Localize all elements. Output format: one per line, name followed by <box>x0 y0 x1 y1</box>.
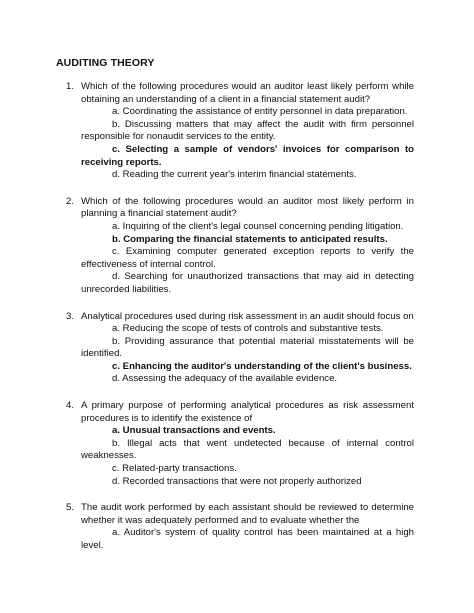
question-text: Analytical procedures used during risk assessment in an audit should focus on <box>81 310 414 322</box>
answer-option: d. Recorded transactions that were not properly authorized <box>112 475 362 487</box>
question-number: 3. <box>66 310 75 322</box>
answer-option: a. Reducing the scope of tests of controls and substantive tests. <box>112 323 384 335</box>
question-item <box>56 311 414 387</box>
question-stem <box>56 400 414 425</box>
answer-option-correct: c. Enhancing the auditor's understanding of the client's business. <box>112 360 412 372</box>
question-item <box>56 400 414 488</box>
question-list <box>56 81 414 553</box>
question-item <box>56 502 414 552</box>
question-text: Which of the following procedures would an auditor most likely perform in planning a financial statement audit? <box>81 195 414 220</box>
question-number: 5. <box>66 502 75 514</box>
question-number: 4. <box>66 400 75 412</box>
question-stem <box>56 196 414 221</box>
answer-option: d. Assessing the adequacy of the available evidence. <box>112 373 338 385</box>
answer-option: a. Auditor's system of quality control has been maintained at a high level. <box>81 527 414 551</box>
question-text: The audit work performed by each assistant should be reviewed to determine whether it was adequately performed and to evaluate whether the <box>81 502 414 526</box>
answer-option: c. Related-party transactions. <box>112 463 237 475</box>
answer-option-correct: c. Selecting a sample of vendors' invoices for comparison to receiving reports. <box>81 143 414 168</box>
answer-option: b. Illegal acts that went undetected because of internal control weaknesses. <box>81 437 414 462</box>
answer-option: a. Coordinating the assistance of entity personnel in data preparation. <box>112 106 408 118</box>
question-stem <box>56 311 414 324</box>
answer-option: d. Searching for unauthorized transactions that may aid in detecting unrecorded liabilities. <box>81 271 414 295</box>
answer-option-correct: a. Unusual transactions and events. <box>112 425 276 437</box>
question-number: 2. <box>66 195 75 207</box>
answer-option: a. Inquiring of the client's legal counsel concerning pending litigation. <box>112 220 404 232</box>
answer-option: b. Providing assurance that potential material misstatements will be identified. <box>81 335 414 360</box>
question-text: A primary purpose of performing analytical procedures as risk assessment procedures is to identify the existence of <box>81 400 414 424</box>
question-stem <box>56 81 414 106</box>
question-item <box>56 81 414 182</box>
question-item <box>56 196 414 297</box>
answer-option-correct: b. Comparing the financial statements to anticipated results. <box>112 233 388 245</box>
answer-option: c. Examining computer generated exception reports to verify the effectiveness of internal control. <box>81 246 414 270</box>
question-text: Which of the following procedures would an auditor least likely perform while obtaining an understanding of a client in a financial statement audit? <box>81 81 414 105</box>
answer-option: b. Discussing matters that may affect the audit with firm personnel responsible for nonaudit services to the entity. <box>81 118 414 143</box>
question-number: 1. <box>66 81 75 92</box>
document-heading: AUDITING THEORY <box>56 57 155 69</box>
question-stem <box>56 502 414 527</box>
answer-option: d. Reading the current year's interim financial statements. <box>112 169 357 181</box>
